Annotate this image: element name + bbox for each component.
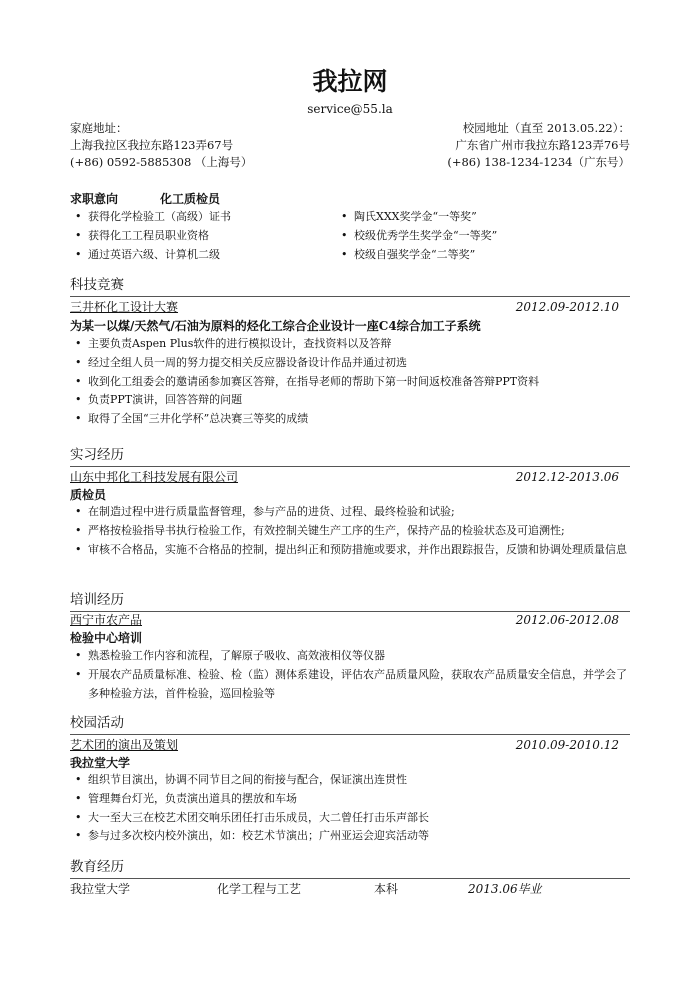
list-item: • 在制造过程中进行质量监督管理，参与产品的进货、过程、最终检验和试验; (70, 503, 632, 522)
campus-date: 2010.09-2010.12 (515, 738, 619, 752)
section-title-training: 培训经历 (70, 592, 124, 608)
list-item: • 参与过多次校内校外演出，如：校艺术节演出；广州亚运会迎宾活动等 (70, 827, 632, 846)
objective-title: 求职意向 (70, 192, 119, 206)
section-title-internship: 实习经历 (70, 447, 124, 463)
competition-list (70, 335, 632, 429)
list-item: • 主要负责Aspen Plus软件的进行模拟设计，查找资料以及答辩 (70, 335, 632, 354)
list-item: • 通过英语六级、计算机二级 (70, 245, 330, 264)
list-item: • 严格按检验指导书执行检验工作，有效控制关键生产工序的生产，保持产品的检验状态及可追溯性; (70, 522, 632, 541)
section-divider (70, 296, 630, 297)
candidate-name: 我拉网 (312, 67, 388, 96)
internship-company: 山东中邦化工科技发展有限公司 (70, 470, 239, 484)
list-item: • 负责PPT演讲，回答答辩的问题 (70, 391, 632, 410)
section-title-competition: 科技竞赛 (70, 277, 124, 293)
list-item: • 熟悉检验工作内容和流程，了解原子吸收、高效液相仪等仪器 (70, 647, 632, 666)
school-address-block (447, 120, 630, 171)
internship-date: 2012.12-2013.06 (515, 470, 619, 484)
list-item: • 陶氏XXX奖学金“一等奖” (336, 207, 596, 226)
section-title-education: 教育经历 (70, 859, 124, 875)
campus-list (70, 771, 632, 846)
training-org: 西宁市农产品 (70, 613, 143, 627)
objective-value: 化工质检员 (160, 192, 221, 206)
list-item: • 校级自强奖学金“二等奖” (336, 245, 596, 264)
campus-activity: 艺术团的演出及策划 (70, 738, 179, 752)
school-phone: (+86) 138-1234-1234（广东号） (447, 155, 630, 169)
list-item: • 组织节目演出，协调不同节目之间的衔接与配合，保证演出连贯性 (70, 771, 632, 790)
home-phone: (+86) 0592-5885308 （上海号） (70, 155, 253, 169)
education-date: 2013.06毕业 (468, 882, 542, 896)
internship-role: 质检员 (70, 488, 107, 502)
section-divider (70, 466, 630, 467)
certificates-list (70, 207, 330, 264)
section-title-campus: 校园活动 (70, 715, 124, 731)
list-item: • 审核不合格品，实施不合格品的控制，提出纠正和预防措施或要求，并作出跟踪报告，反馈和协调处理质量信息 (70, 541, 632, 560)
email[interactable]: service@55.la (307, 102, 393, 116)
competition-role: 为某一以煤/天然气/石油为原料的烃化工综合企业设计一座C4综合加工子系统 (70, 319, 481, 333)
list-item: • 大一至大三在校艺术团交响乐团任打击乐成员，大二曾任打击乐声部长 (70, 809, 632, 828)
internship-list (70, 503, 632, 559)
school-address: 广东省广州市我拉东路123弄76号 (455, 138, 630, 152)
section-divider (70, 734, 630, 735)
list-item: • 校级优秀学生奖学金“一等奖” (336, 226, 596, 245)
list-item: • 管理舞台灯光，负责演出道具的摆放和车场 (70, 790, 632, 809)
competition-date: 2012.09-2012.10 (515, 300, 619, 314)
competition-name: 三井杯化工设计大赛 (70, 300, 179, 314)
section-divider (70, 878, 630, 879)
education-major: 化学工程与工艺 (217, 882, 302, 896)
list-item: • 收到化工组委会的邀请函参加赛区答辩，在指导老师的帮助下第一时间返校准备答辩PPT资料 (70, 373, 632, 392)
campus-role: 我拉堂大学 (70, 756, 131, 770)
list-item: • 获得化学检验工（高级）证书 (70, 207, 330, 226)
awards-list (336, 207, 596, 264)
list-item: • 开展农产品质量标准、检验、检（监）测体系建设，评估农产品质量风险，获取农产品质量安全信息，并学会了多种检验方法，首件检验，巡回检验等 (70, 666, 632, 704)
education-school: 我拉堂大学 (70, 882, 131, 896)
training-date: 2012.06-2012.08 (515, 613, 619, 627)
home-address-block (70, 120, 252, 171)
education-degree: 本科 (374, 882, 399, 896)
list-item: • 经过全组人员一周的努力提交相关反应器设备设计作品并通过初选 (70, 354, 632, 373)
training-list (70, 647, 632, 703)
home-address: 上海我拉区我拉东路123弄67号 (70, 138, 234, 152)
list-item: • 取得了全国“三井化学杯”总决赛三等奖的成绩 (70, 410, 632, 429)
training-role: 检验中心培训 (70, 631, 143, 645)
school-address-label: 校园地址（直至 2013.05.22）： (462, 121, 630, 135)
home-address-label: 家庭地址： (70, 121, 128, 135)
list-item: • 获得化工工程员职业资格 (70, 226, 330, 245)
